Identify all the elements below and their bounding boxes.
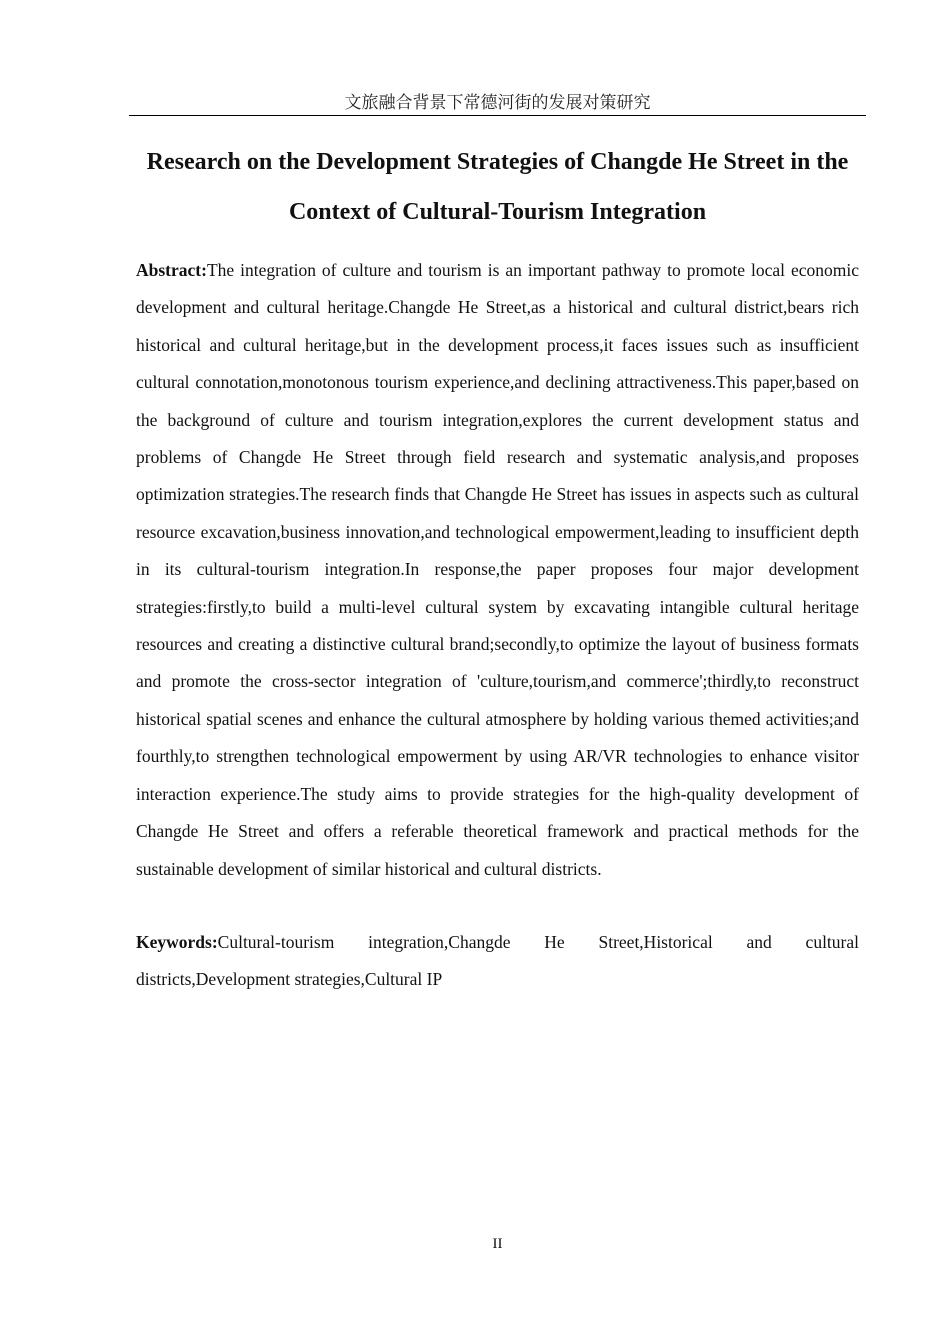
keywords-paragraph — [136, 924, 859, 997]
paper-title: Research on the Development Strategies of Changde He Street in the Context of Cultural-Tourism Integration — [146, 149, 849, 225]
header-rule — [129, 115, 866, 116]
keywords-label: Keywords: — [136, 932, 218, 952]
running-header: 文旅融合背景下常德河街的发展对策研究 — [344, 93, 651, 113]
keywords-text: Cultural-tourism integration,Changde He Street,Historical and cultural districts,Development strategies,Cultural IP — [136, 932, 859, 989]
abstract-label: Abstract: — [136, 260, 207, 280]
abstract-paragraph — [136, 252, 859, 888]
page-number: II — [492, 1236, 503, 1252]
abstract-text: The integration of culture and tourism is an important pathway to promote local economic development and cultural heritage.Changde He Street,as a historical and cultural district,bears rich historical and cultural heritage,but in the development process,it faces issues such as insufficient cultural connotation,monotonous tourism experience,and declining attractiveness.This paper,based on the background of culture and tourism integration,explores the current development status and problems of Changde He Street through field research and systematic analysis,and proposes optimization strategies.The research finds that Changde He Street has issues in aspects such as cultural resource excavation,business innovation,and technological empowerment,leading to insufficient depth in its cultural-tourism integration.In response,the paper proposes four major development strategies:firstly,to build a multi-level cultural system by excavating intangible cultural heritage resources and creating a distinctive cultural brand;secondly,to optimize the layout of business formats and promote the cross-sector integration of 'culture,tourism,and commerce';thirdly,to reconstruct historical spatial scenes and enhance the cultural atmosphere by holding various themed activities;and fourthly,to strengthen technological empowerment by using AR/VR technologies to enhance visitor interaction experience.The study aims to provide strategies for the high-quality development of Changde He Street and offers a referable theoretical framework and practical methods for the sustainable development of similar historical and cultural districts. — [136, 260, 859, 879]
